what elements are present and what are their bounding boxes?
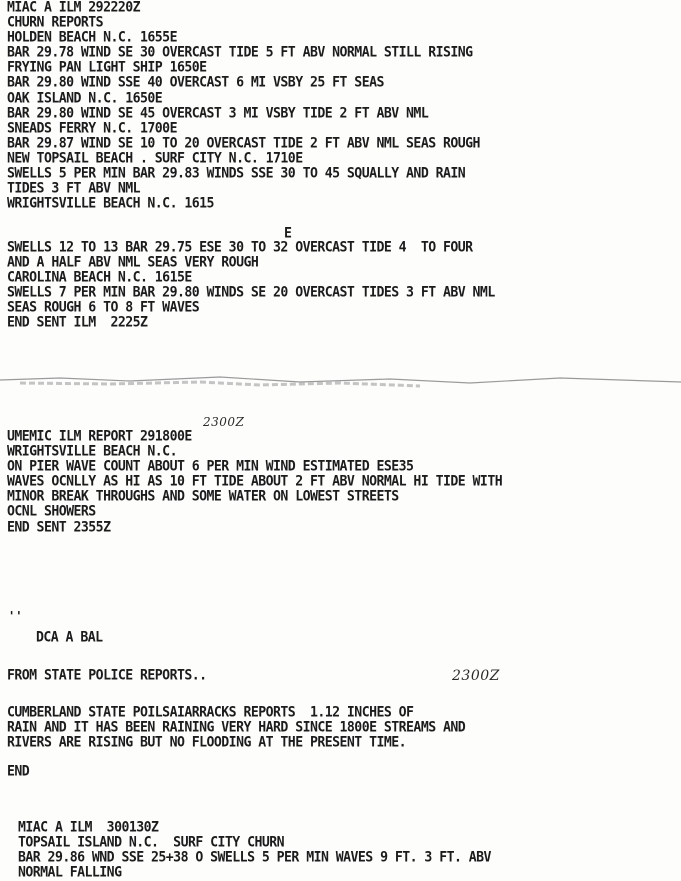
report-source: FROM STATE POLICE REPORTS.. bbox=[7, 668, 207, 684]
report-line: BAR 29.87 WIND SE 10 TO 20 OVERCAST TIDE 2 FT ABV NML SEAS ROUGH bbox=[7, 135, 480, 152]
report-line: SWELLS 5 PER MIN BAR 29.83 WINDS SSE 30 TO 45 SQUALLY AND RAIN bbox=[7, 166, 466, 182]
insert-mark: E bbox=[284, 226, 292, 242]
report-line: SWELLS 12 TO 13 BAR 29.75 ESE 30 TO 32 OVERCAST TIDE 4 TO FOUR bbox=[7, 240, 473, 256]
report-line: TIDES 3 FT ABV NML bbox=[7, 181, 141, 198]
stray-mark: '' bbox=[8, 609, 23, 623]
report-line: MIAC A ILM 292220Z bbox=[7, 0, 141, 16]
report-end: END bbox=[7, 764, 30, 780]
report-line: BAR 29.80 WIND SE 45 OVERCAST 3 MI VSBY TIDE 2 FT ABV NML bbox=[7, 105, 429, 122]
report-line: TOPSAIL ISLAND N.C. SURF CITY CHURN bbox=[18, 835, 285, 851]
churn-reports-block bbox=[7, 0, 480, 211]
handwritten-time: 2300Z bbox=[203, 415, 245, 429]
state-police-report-body bbox=[7, 705, 465, 750]
report-line: WRIGHTSVILLE BEACH N.C. 1615 bbox=[7, 196, 214, 213]
report-line: WRIGHTSVILLE BEACH N.C. bbox=[7, 444, 177, 460]
report-line: SNEADS FERRY N.C. 1700E bbox=[7, 120, 177, 137]
report-line: CHURN REPORTS bbox=[7, 15, 104, 31]
report-line: MINOR BREAK THROUGHS AND SOME WATER ON LOWEST STREETS bbox=[7, 489, 399, 506]
churn-reports-block-continued bbox=[7, 240, 495, 331]
report-line: END SENT 2355Z bbox=[7, 519, 111, 536]
report-line: ON PIER WAVE COUNT ABOUT 6 PER MIN WIND ESTIMATED ESE35 bbox=[7, 459, 414, 476]
report-line: END SENT ILM 2225Z bbox=[7, 315, 148, 332]
report-line: MIAC A ILM 300130Z bbox=[18, 820, 159, 836]
report-line: OAK ISLAND N.C. 1650E bbox=[7, 90, 163, 107]
report-line: RAIN AND IT HAS BEEN RAINING VERY HARD SINCE 1800E STREAMS AND bbox=[7, 720, 466, 736]
report-line: BAR 29.86 WND SSE 25+38 O SWELLS 5 PER MIN WAVES 9 FT. 3 FT. ABV bbox=[18, 850, 491, 867]
report-line: CAROLINA BEACH N.C. 1615E bbox=[7, 270, 192, 287]
report-line: SWELLS 7 PER MIN BAR 29.80 WINDS SE 20 OVERCAST TIDES 3 FT ABV NML bbox=[7, 285, 495, 302]
paper-tear-edge bbox=[0, 374, 681, 390]
report-line: UMEMIC ILM REPORT 291800E bbox=[7, 429, 192, 445]
report-header: DCA A BAL bbox=[36, 630, 103, 646]
report-line: SEAS ROUGH 6 TO 8 FT WAVES bbox=[7, 300, 200, 317]
topsail-report-block bbox=[18, 820, 491, 880]
report-line: AND A HALF ABV NML SEAS VERY ROUGH bbox=[7, 255, 259, 271]
umemic-report-block bbox=[7, 429, 502, 535]
report-line: NORMAL FALLING bbox=[18, 865, 122, 881]
report-line: NEW TOPSAIL BEACH . SURF CITY N.C. 1710E bbox=[7, 150, 303, 167]
report-line: BAR 29.80 WIND SSE 40 OVERCAST 6 MI VSBY 25 FT SEAS bbox=[7, 75, 384, 92]
report-line: BAR 29.78 WIND SE 30 OVERCAST TIDE 5 FT ABV NORMAL STILL RISING bbox=[7, 45, 473, 62]
report-line: FRYING PAN LIGHT SHIP 1650E bbox=[7, 60, 207, 77]
report-line: CUMBERLAND STATE POILSAIARRACKS REPORTS 1.12 INCHES OF bbox=[7, 705, 414, 721]
report-line: OCNL SHOWERS bbox=[7, 504, 96, 521]
handwritten-time: 2300Z bbox=[452, 668, 500, 684]
report-line: RIVERS ARE RISING BUT NO FLOODING AT THE PRESENT TIME. bbox=[7, 735, 407, 752]
report-line: HOLDEN BEACH N.C. 1655E bbox=[7, 30, 177, 47]
report-line: WAVES OCNLLY AS HI AS 10 FT TIDE ABOUT 2 FT ABV NORMAL HI TIDE WITH bbox=[7, 474, 503, 491]
